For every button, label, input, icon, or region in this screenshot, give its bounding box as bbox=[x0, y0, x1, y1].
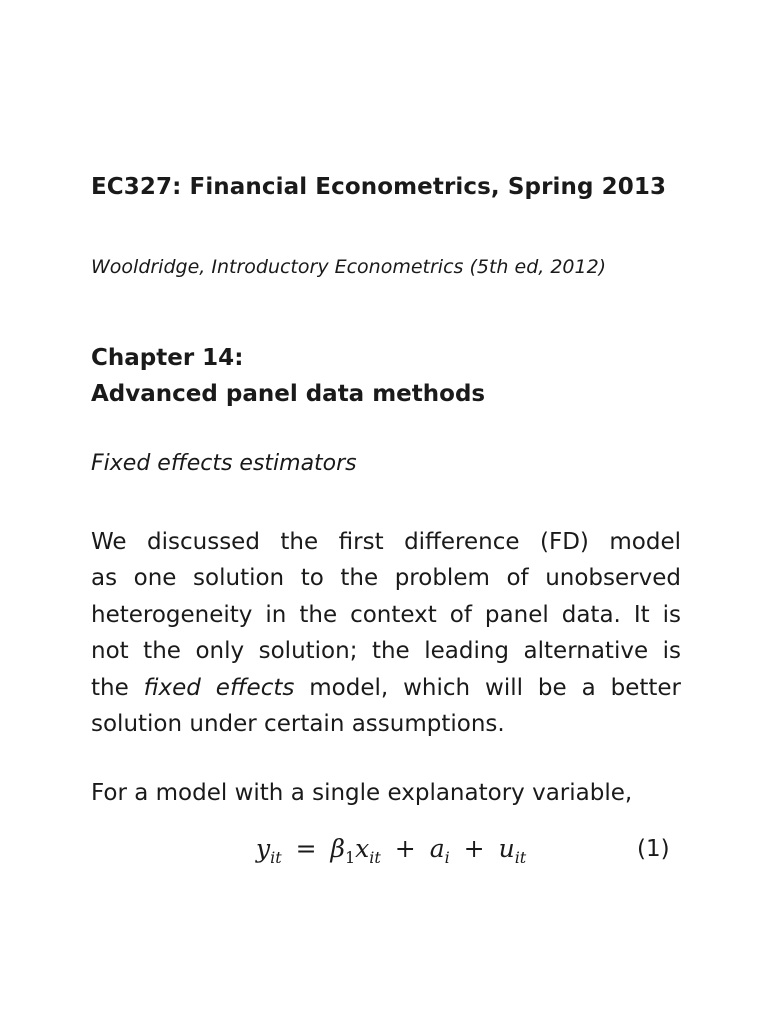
chapter-heading bbox=[91, 340, 485, 412]
eq-a: a bbox=[429, 834, 445, 863]
eq-x: x bbox=[355, 834, 370, 863]
paragraph-line bbox=[91, 670, 681, 706]
equation-intro: For a model with a single explanatory variable, bbox=[91, 780, 633, 806]
eq-lhs-subscript: it bbox=[270, 848, 282, 867]
course-title: EC327: Financial Econometrics, Spring 2013 bbox=[91, 174, 667, 200]
chapter-number: Chapter 14: bbox=[91, 345, 244, 371]
eq-beta-subscript: 1 bbox=[344, 848, 356, 867]
paragraph-line: as one solution to the problem of unobserved bbox=[91, 565, 681, 592]
eq-u: u bbox=[498, 834, 515, 863]
emphasis-fixed-effects: fixed effects bbox=[143, 674, 295, 701]
textbook-reference: Wooldridge, Introductory Econometrics (5th ed, 2012) bbox=[91, 256, 607, 278]
paragraph-line: heterogeneity in the context of panel data. It is bbox=[91, 601, 681, 628]
paragraph-line: We discussed the first difference (FD) model bbox=[91, 529, 681, 555]
regression-equation bbox=[256, 834, 526, 867]
paragraph-text: model, which will be a better bbox=[294, 674, 682, 701]
eq-u-subscript: it bbox=[514, 848, 527, 867]
body-paragraph bbox=[91, 524, 681, 742]
section-heading: Fixed effects estimators bbox=[91, 451, 357, 476]
eq-x-subscript: it bbox=[369, 848, 381, 867]
paragraph-line: not the only solution; the leading alternative is bbox=[91, 638, 681, 665]
equation-number: (1) bbox=[637, 836, 670, 862]
eq-plus: + bbox=[463, 834, 485, 863]
paragraph-line: solution under certain assumptions. bbox=[91, 711, 505, 738]
eq-beta: β bbox=[330, 834, 345, 863]
chapter-title: Advanced panel data methods bbox=[91, 381, 486, 407]
eq-equals: = bbox=[295, 834, 317, 863]
eq-a-subscript: i bbox=[444, 848, 450, 867]
eq-lhs: y bbox=[256, 834, 271, 863]
paragraph-text: the bbox=[91, 674, 144, 701]
eq-plus: + bbox=[394, 834, 416, 863]
